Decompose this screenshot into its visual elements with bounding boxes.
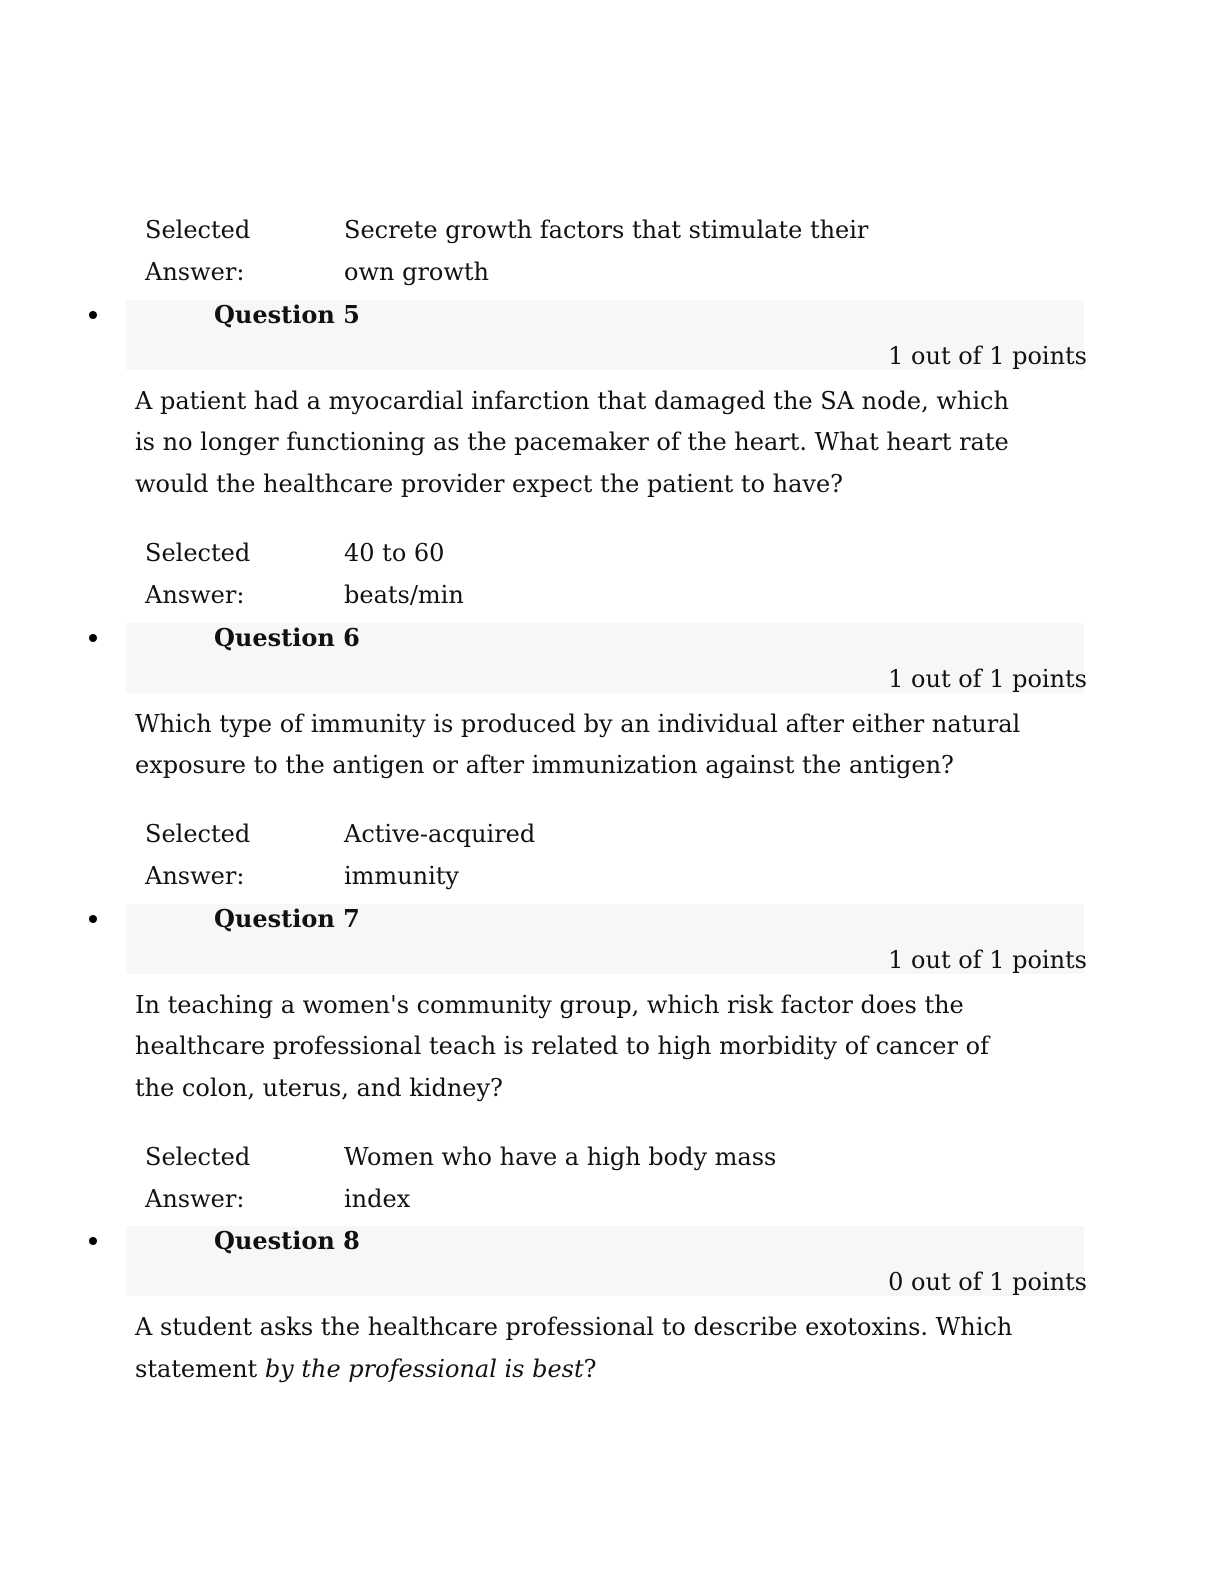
selected-answer-text: Women who have a high body mass [344,1143,777,1171]
bullet-icon [89,915,97,923]
question-points: 1 out of 1 points [888,342,1087,370]
question-text-line: A patient had a myocardial infarction that damaged the SA node, which [135,387,1009,415]
question-text-line: A student asks the healthcare professional to describe exotoxins. Which [135,1313,1013,1341]
question-text-line: is no longer functioning as the pacemaker of the heart. What heart rate [135,428,1009,456]
selected-answer-text: beats/min [344,581,464,609]
selected-label: Selected [145,1143,251,1171]
selected-answer-text: immunity [344,862,459,890]
question-text-line: exposure to the antigen or after immunization against the antigen? [135,751,954,779]
question-title: Question 5 [214,300,360,329]
answer-label: Answer: [145,258,245,286]
question-text-segment: ? [583,1355,597,1383]
question-text-line: In teaching a women's community group, which risk factor does the [135,991,964,1019]
question-text-line: Which type of immunity is produced by an individual after either natural [135,710,1021,738]
question-text-line: the colon, uterus, and kidney? [135,1074,503,1102]
question-points: 0 out of 1 points [888,1268,1087,1296]
selected-answer-text: Active-acquired [344,820,536,848]
question-title: Question 7 [214,904,360,933]
selected-label: Selected [145,216,251,244]
selected-answer-text: index [344,1185,411,1213]
selected-answer-text: own growth [344,258,490,286]
bullet-icon [89,634,97,642]
question-text-segment: statement [135,1355,265,1383]
bullet-icon [89,311,97,319]
question-points: 1 out of 1 points [888,665,1087,693]
question-points: 1 out of 1 points [888,946,1087,974]
question-text-emphasis: by the professional is best [264,1355,584,1383]
question-title: Question 6 [214,623,360,652]
answer-label: Answer: [145,1185,245,1213]
question-text-line: healthcare professional teach is related to high morbidity of cancer of [135,1032,989,1060]
selected-label: Selected [145,539,251,567]
question-text-line: would the healthcare provider expect the patient to have? [135,470,844,498]
bullet-icon [89,1237,97,1245]
question-text-line [135,1349,597,1391]
answer-label: Answer: [145,581,245,609]
selected-answer-text: 40 to 60 [344,539,445,567]
question-title: Question 8 [214,1226,360,1255]
selected-answer-text: Secrete growth factors that stimulate their [344,216,869,244]
answer-label: Answer: [145,862,245,890]
selected-label: Selected [145,820,251,848]
